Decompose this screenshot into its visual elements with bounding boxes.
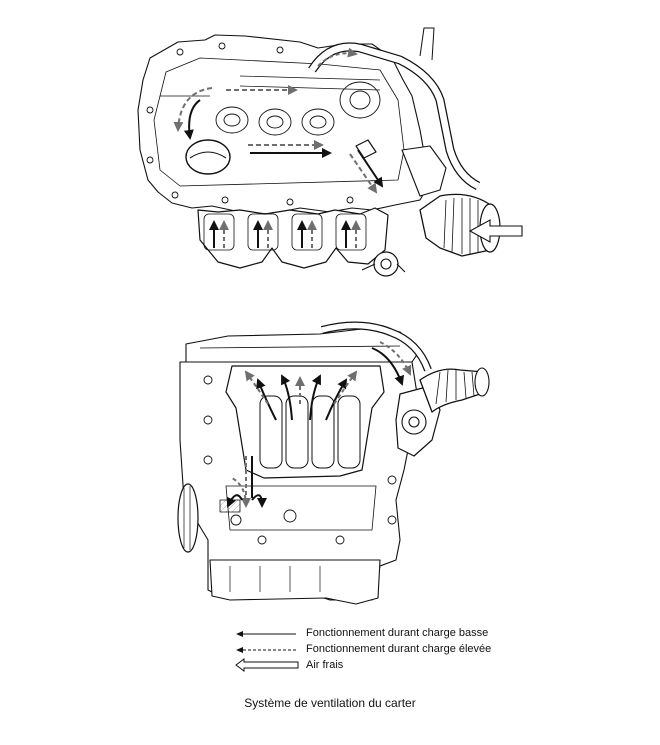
engine-front-view (178, 325, 489, 604)
figure-caption: Système de ventilation du carter (244, 696, 416, 710)
legend-label-fresh-air: Air frais (306, 659, 344, 671)
legend-solid-line (236, 631, 296, 637)
legend-hollow-arrow (236, 659, 298, 671)
legend-label-high-load: Fonctionnement durant charge élevée (306, 643, 492, 655)
legend (236, 631, 298, 671)
legend-label-low-load: Fonctionnement durant charge basse (306, 627, 489, 639)
legend-dashed-line (236, 647, 296, 653)
